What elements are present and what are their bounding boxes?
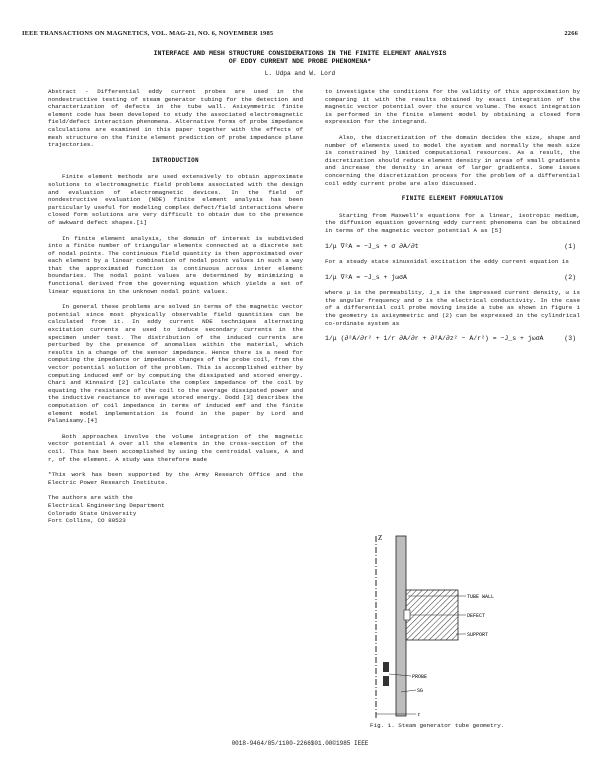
affiliation-line: The authors are with the	[48, 494, 133, 502]
paper-title	[0, 50, 600, 66]
paragraph: Also, the discretization of the domain decides the size, shape and number of elements used to model the system and normally the mesh size is constrained by limited computational resources. As a result, the discretization should reduce element density in areas of small gradients and increase the density in areas of larger gradients. Some issues concerning the discretization process for the problem of a differential coil eddy current probe are also discussed.	[325, 133, 580, 187]
defect-label: DEFECT	[467, 613, 486, 619]
copyright-footer: 0018-9464/85/1100-2266$01.00©1985 IEEE	[231, 740, 369, 747]
abstract: Abstract - Differential eddy current probes are used in the nondestructive testing of steam generator tubing for the detection and characterization of defects in the tube wall. Axisymmetric finite element code has been developed to study the associated electromagnetic field/defect interaction phenomena. Alternative forms of probe impedance calculations are examined in this paper together with the effects of mesh structure on the finite element prediction of probe impedance plane trajectories.	[48, 88, 303, 149]
paragraph: In finite element analysis, the domain of interest is subdivided into a finite number of triangular elements connected at a discrete set of nodal points. The continuous field quantity is then approximated over each element by a linear combination of nodal point values in such a way that the approximated function is continuous across inter element boundaries. The nodal point values are determined by minimizing a functional derived from the governing equation which yields a set of linear equations in the unknown nodal point values.	[48, 234, 303, 295]
tube-wall-label: TUBE WALL	[467, 594, 495, 600]
fe-heading: FINITE ELEMENT FORMULATION	[401, 195, 504, 203]
equation-number: (2)	[564, 273, 576, 281]
equation-number: (3)	[564, 335, 576, 343]
equation-2	[325, 274, 580, 282]
figure-caption: Fig. 1. Steam generator tube geometry.	[370, 722, 505, 729]
equation-number: (1)	[564, 242, 576, 250]
support-label: SUPPORT	[467, 632, 489, 638]
affiliation	[48, 494, 303, 524]
paragraph: Both approaches involve the volume integration of the magnetic vector potential A over all the elements in the cross-section of the coil. This has been accomplished by using the centroidal values, A and r, of the element. A study was therefore made	[48, 432, 303, 463]
paragraph: Finite element methods are used extensively to obtain approximate solutions to electromagnetic field problems associated with the design and evaluation of electromagnetic devices. In the field of nondestructive evaluation (NDE) finite element analysis has been particularly useful for modeling complex defect/field interactions where closed form solutions are very difficult to obtain due to the presence of awkward defect shapes.[1]	[48, 173, 303, 226]
paragraph: In general these problems are solved in terms of the magnetic vector potential since most physically observable field quantities can be calculated from it. In eddy current NDE techniques alternating excitation currents are used to induce secondary currents in the specimen under test. The distribution of the induced currents are perturbed by the presence of anomalies within the material, which results in a change of the sensor impedance. Hence there is a need for computing the impedance or impedance changes of the probe coil, from the vector potential solution of the problem. This is accomplished either by computing induced emf or by computing the dissipated and stored energy. Chari and Kinnaird [2] calculate the complex impedance of the coil by equating the resistance of the coil to the average dissipated power and the inductive reactance to average stored energy. Dodd [3] describes the computation of coil impedance in terms of induced emf and the finite element model implementation is found in the paper by Lord and Palanisamy.[4]	[48, 303, 303, 425]
probe-label: PROBE	[412, 674, 428, 680]
paragraph: where μ is the permeability, J_s is the impressed current density, ω is the angular frequency and σ is the electrical conductivity. In the case of a differential coil probe moving inside a tube as shown in figure 1 the geometry is axisymmetric and (2) can be expressed in the cylindrical co-ordinate system as	[325, 289, 580, 327]
equation-body: 1/μ ∇²A = −J_s + σ ∂A/∂t	[325, 242, 419, 250]
sg-label: SG	[417, 688, 424, 694]
running-header	[22, 30, 578, 37]
equation-1	[325, 243, 580, 251]
equation-body: 1/μ (∂²A/∂r² + 1/r ∂A/∂r + ∂²A/∂z² − A/r²) = −J_s + jωσA	[325, 335, 544, 343]
tube-wall	[396, 536, 406, 716]
affiliation-line: Colorado State University	[48, 509, 137, 517]
probe-coil	[383, 676, 389, 686]
journal-line: IEEE TRANSACTIONS ON MAGNETICS, VOL. MAG-21, NO. 6, NOVEMBER 1985	[22, 30, 274, 37]
right-column	[325, 88, 580, 351]
z-axis-label: Z	[378, 534, 383, 542]
authors: L. Udpa and W. Lord	[264, 70, 336, 77]
footnote: *This work has been supported by the Army Research Office and the Electric Power Research Institute.	[48, 471, 303, 486]
left-column	[48, 88, 303, 525]
defect	[404, 610, 410, 620]
equation-3	[325, 335, 580, 343]
affiliation-line: Electrical Engineering Department	[48, 501, 165, 509]
probe-coil	[383, 662, 389, 672]
paragraph: Starting from Maxwell's equations for a linear, isotropic medium, the diffusion equation governing eddy current phenomena can be obtained in terms of the magnetic vector potential A as [5]	[325, 211, 580, 234]
paragraph: For a steady state sinusoidal excitation the eddy current equation is	[325, 258, 569, 266]
affiliation-line: Fort Collins, CO 80523	[48, 517, 126, 525]
intro-heading: INTRODUCTION	[152, 156, 199, 164]
r-axis-label: r	[418, 712, 420, 718]
page-number: 2266	[564, 30, 578, 37]
figure-tube-geometry	[356, 526, 561, 722]
equation-body: 1/μ ∇²A = −J_s + jωσA	[325, 273, 407, 281]
title-line-2: OF EDDY CURRENT NDE PROBE PHENOMENA*	[228, 58, 372, 65]
paragraph: to investigate the conditions for the validity of this approximation by comparing it with the results obtained by exact integration of the magnetic vector potential over the source volume. The exact integration is performed in the finite element model by obtaining a closed form expression for the integrand.	[325, 88, 580, 126]
title-line-1: INTERFACE AND MESH STRUCTURE CONSIDERATIONS IN THE FINITE ELEMENT ANALYSIS	[153, 50, 447, 57]
